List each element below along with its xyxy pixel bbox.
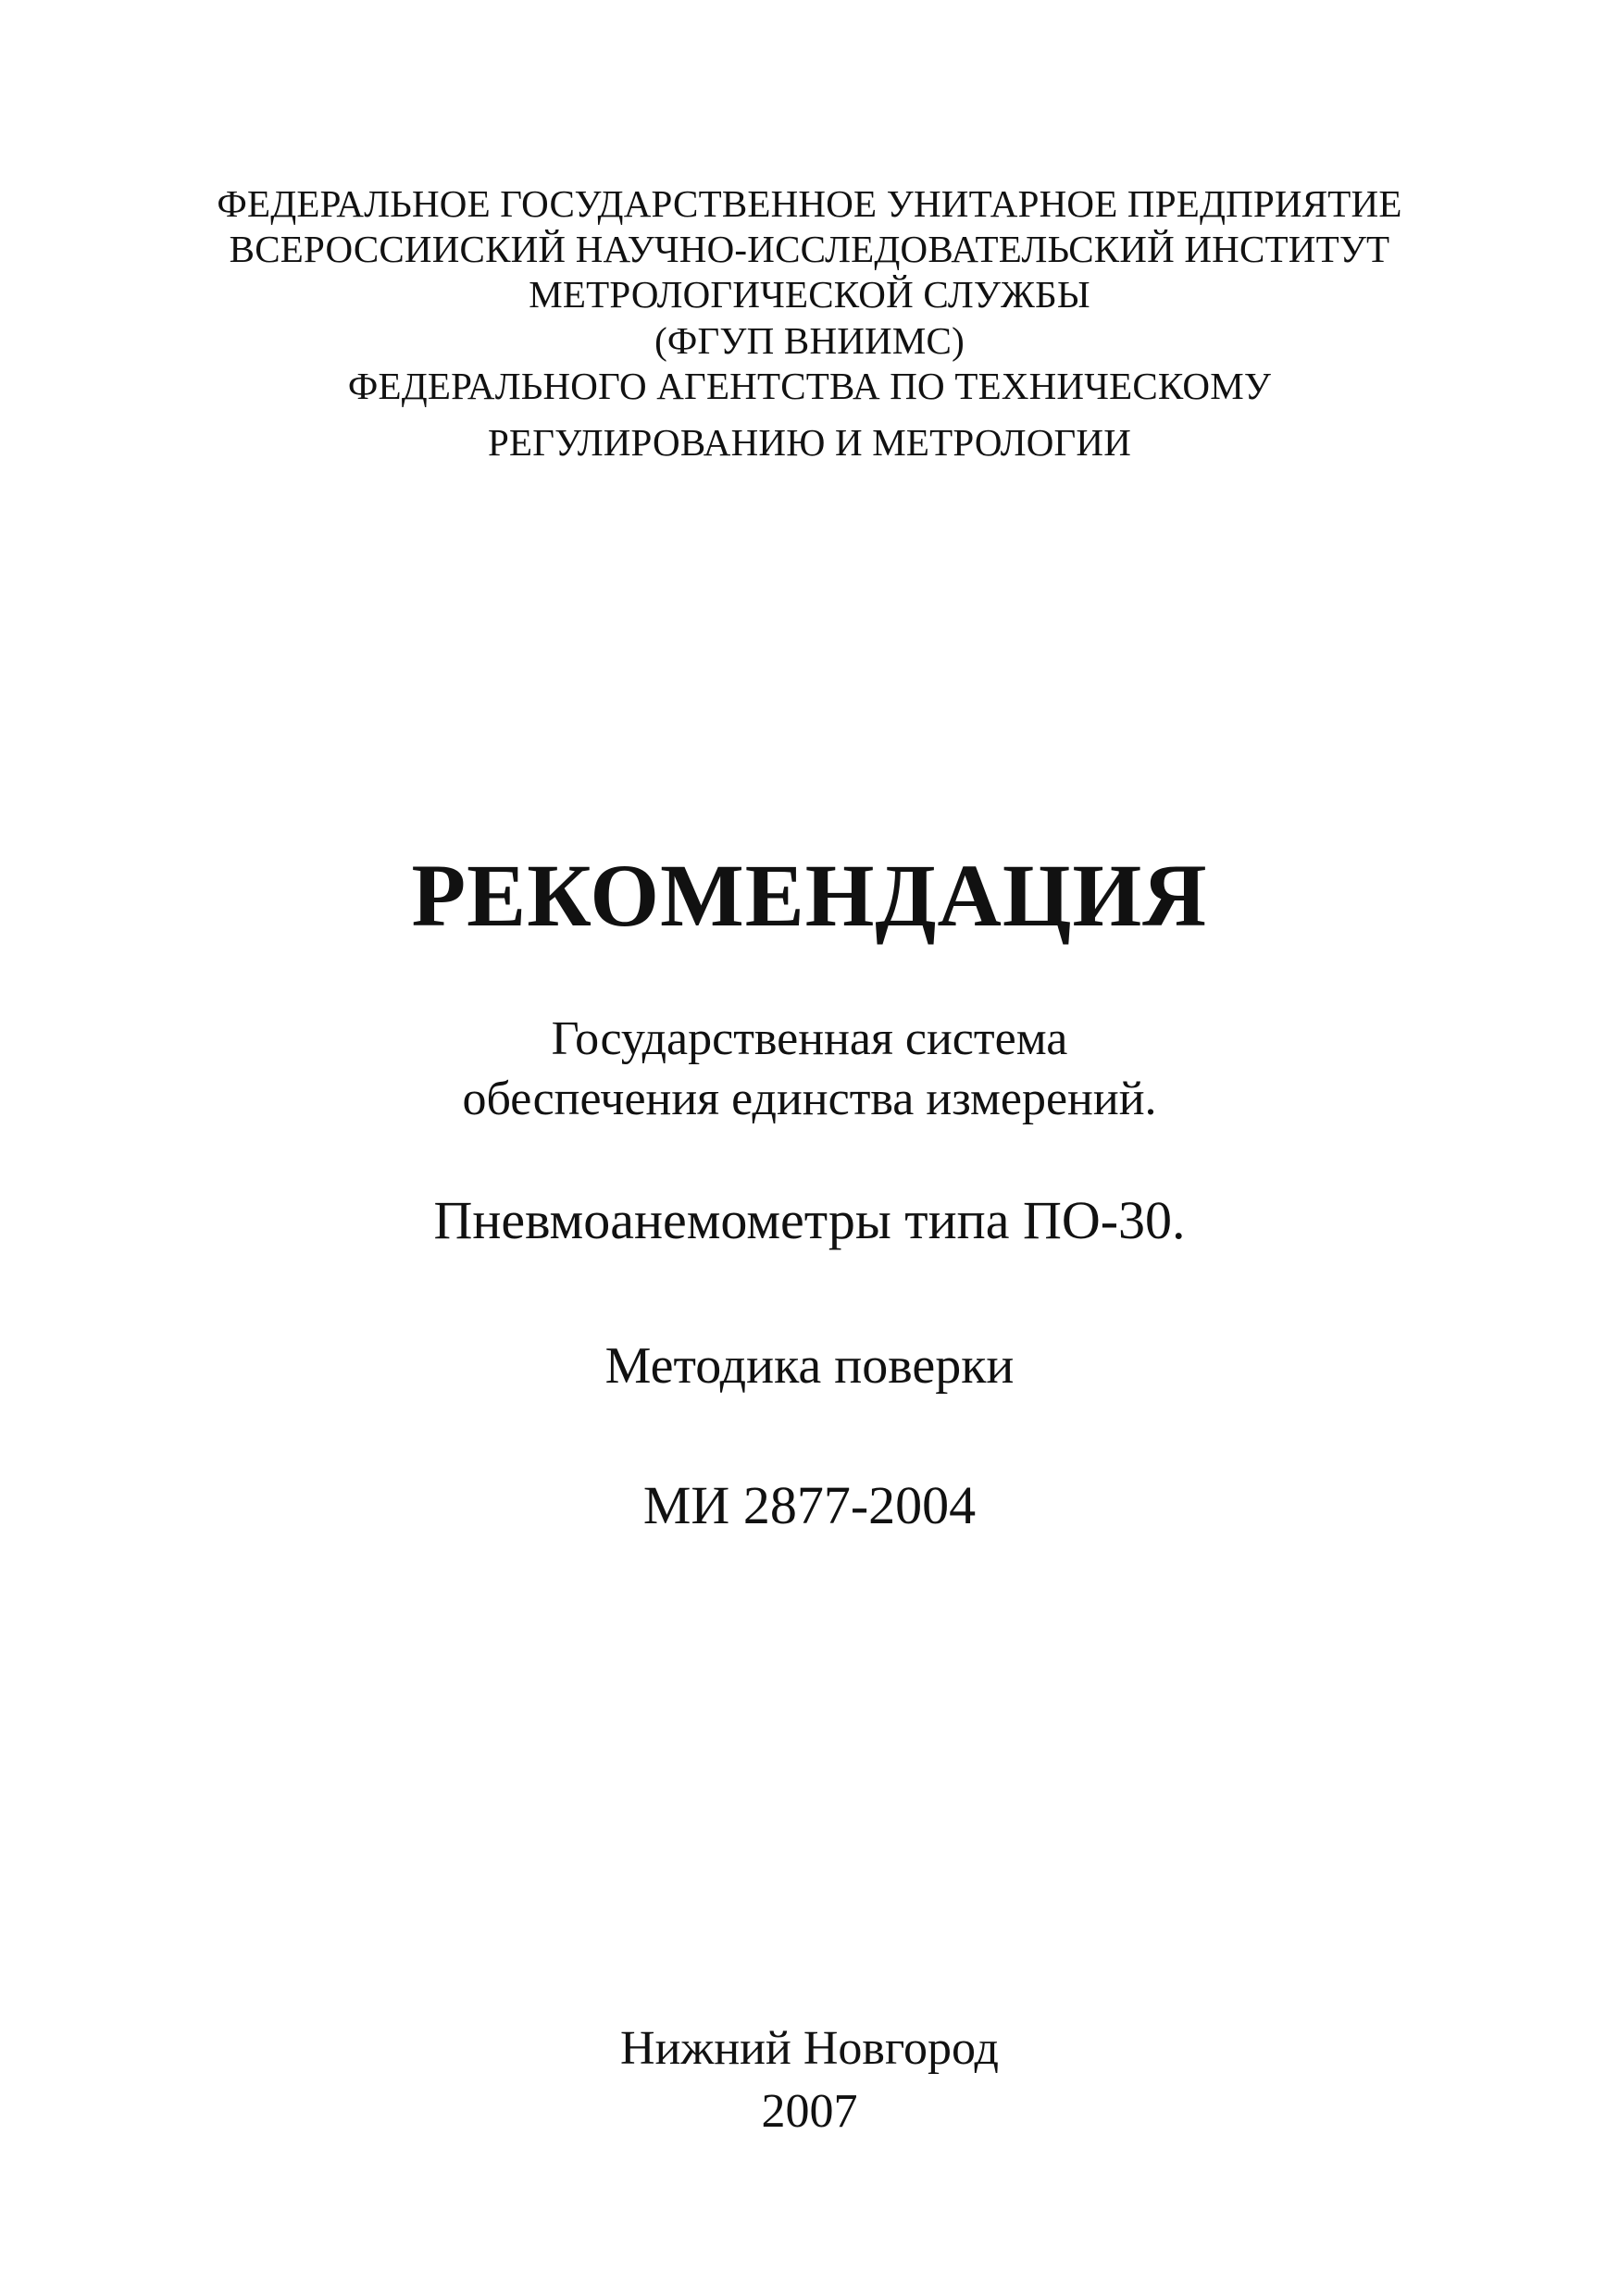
document-subtitle: [0, 1009, 1619, 1129]
imprint: [0, 2017, 1619, 2142]
org-header-line: ВСЕРОССИИСКИЙ НАУЧНО-ИССЛЕДОВАТЕЛЬСКИЙ ИНСТИТУТ: [229, 228, 1390, 271]
imprint-city: Нижний Новгород: [620, 2022, 999, 2075]
organization-header: [0, 181, 1619, 465]
org-header-line: ФЕДЕРАЛЬНОГО АГЕНТСТВА ПО ТЕХНИЧЕСКОМУ: [347, 364, 1272, 407]
subtitle-line: Государственная система: [551, 1012, 1068, 1065]
document-type-title: РЕКОМЕНДАЦИЯ: [411, 846, 1208, 945]
instrument-title: Пневмоанемометры типа ПО-30.: [433, 1190, 1186, 1250]
subtitle-line: обеспечения единства измерений.: [462, 1073, 1157, 1125]
org-header-line: ФЕДЕРАЛЬНОЕ ГОСУДАРСТВЕННОЕ УНИТАРНОЕ ПРЕДПРИЯТИЕ: [217, 182, 1402, 225]
org-header-line: МЕТРОЛОГИЧЕСКОЙ СЛУЖБЫ: [529, 273, 1090, 316]
org-header-line: (ФГУП ВНИИМС): [654, 318, 965, 362]
method-title: Методика поверки: [604, 1337, 1015, 1395]
org-header-line: РЕГУЛИРОВАНИЮ И МЕТРОЛОГИИ: [487, 420, 1132, 464]
document-code: МИ 2877-2004: [642, 1475, 977, 1535]
imprint-year: 2007: [761, 2084, 858, 2138]
